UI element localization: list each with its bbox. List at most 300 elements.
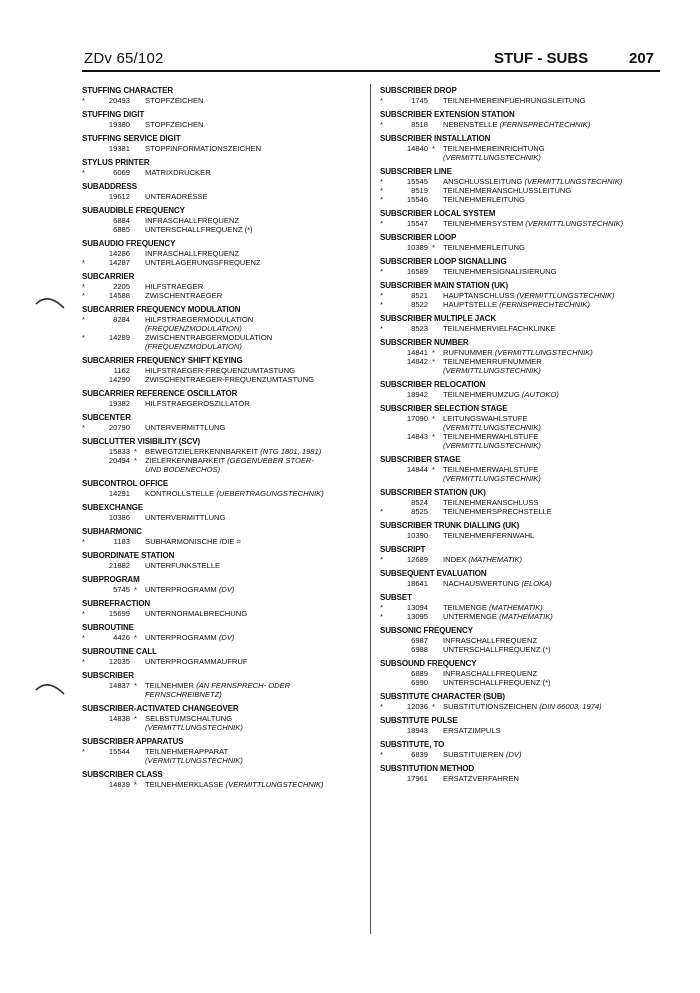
translation-term: HILFSTRAEGER [145,282,204,291]
term-number: 14290 [108,375,130,384]
term-number: 8522 [411,300,428,309]
translation-row [380,774,662,783]
entry-marker [380,414,394,423]
term-number: 18942 [406,390,428,399]
entry-marker: * [380,300,383,309]
margin-bracket-mark [34,676,68,698]
preferred-marker: * [432,243,435,252]
term-number: 6988 [411,645,428,654]
translation-row [380,507,662,516]
translation-row [380,357,662,366]
term-number: 18943 [406,726,428,735]
dictionary-entry [380,209,662,228]
translation-term: SUBSTITUTIONSZEICHEN [443,702,540,711]
translation-row [82,216,364,225]
translation-term: KONTROLLSTELLE [145,489,217,498]
subject-note: (AUTOKO) [521,390,559,399]
translation-term: SUBHARMONISCHE /DIE = [145,537,241,546]
entry-marker: * [82,747,85,756]
subject-note: (ELOKA) [521,579,552,588]
translation-row [82,423,364,432]
translation-text [443,555,662,564]
dictionary-entry [380,488,662,516]
entry-term: SUBSCRIBER STATION (UK) [380,488,486,497]
translation-row [82,366,364,375]
translation-row [82,249,364,258]
translation-text [145,375,364,384]
translation-term: RUFNUMMER [443,348,495,357]
dictionary-entry [380,134,662,162]
translation-text [443,177,662,186]
dictionary-entry [82,206,364,234]
entry-term: SUBAUDIO FREQUENCY [82,239,176,248]
document-reference: ZDv 65/102 [84,50,164,67]
right-column [380,86,662,788]
term-number: 13094 [406,603,428,612]
translation-term: INFRASCHALLFREQUENZ [145,216,240,225]
preferred-marker [432,390,443,399]
translation-text [145,489,364,498]
entry-marker: * [380,186,383,195]
translation-text [443,465,662,474]
entry-term: SUBSTITUTE PULSE [380,716,458,725]
translation-text [443,186,662,195]
translation-text [145,249,364,258]
subject-note: FERNSCHREIBNETZ) [145,690,222,699]
translation-row [82,447,364,456]
entry-term: SUBSCRIBER LOCAL SYSTEM [380,209,496,218]
dictionary-entry [82,356,364,384]
preferred-marker: * [432,144,435,153]
dictionary-entry [82,623,364,642]
preferred-marker [432,636,443,645]
term-number: 8284 [113,315,130,324]
dictionary-entry [82,671,364,699]
dictionary-entry [82,305,364,351]
entry-term: SUBSCRIBER LINE [380,167,452,176]
translation-row [82,513,364,522]
translation-text [145,192,364,201]
translation-term: UNTERPROGRAMMAUFRUF [145,657,248,666]
translation-row [82,690,364,699]
entry-term: SUBSCRIBER APPARATUS [82,737,184,746]
translation-row [82,291,364,300]
translation-text [443,774,662,783]
entry-marker [380,726,394,735]
translation-term: UNTERPROGRAMM [145,585,219,594]
entry-marker [82,585,96,594]
term-number: 14843 [406,432,428,441]
translation-text [145,324,364,333]
subject-note: (FERNSPRECHTECHNIK) [499,300,590,309]
translation-row [380,423,662,432]
entry-marker: * [380,507,383,516]
translation-row [380,498,662,507]
entry-marker [380,243,394,252]
entry-marker: * [380,555,383,564]
translation-row [380,465,662,474]
preferred-marker [432,507,443,516]
entry-term: SUBPROGRAM [82,575,140,584]
translation-term: ANSCHLUSSLEITUNG [443,177,525,186]
preferred-marker [432,726,443,735]
dictionary-entry [82,182,364,201]
entry-marker: * [380,612,383,621]
translation-row [380,414,662,423]
term-number: 6885 [113,225,130,234]
preferred-marker [134,144,145,153]
term-number: 10390 [406,531,428,540]
subject-note: (NTG 1801, 1981) [260,447,322,456]
preferred-marker [432,531,443,540]
entry-term: SUBSCRIBER-ACTIVATED CHANGEOVER [82,704,239,713]
term-number: 19612 [108,192,130,201]
preferred-marker [134,333,145,342]
preferred-marker [134,216,145,225]
entry-marker: * [380,195,383,204]
translation-row [380,267,662,276]
preferred-marker [432,750,443,759]
translation-row [82,258,364,267]
dictionary-entry [82,479,364,498]
dictionary-entry [82,158,364,177]
translation-text [443,291,662,300]
translation-text [443,603,662,612]
entry-term: SUBSCRIBER EXTENSION STATION [380,110,515,119]
translation-text [443,390,662,399]
term-number: 15544 [108,747,130,756]
entry-marker: * [380,120,383,129]
translation-row [82,633,364,642]
translation-text [443,195,662,204]
entry-marker [82,513,96,522]
subject-note: (MATHEMATIK) [489,603,543,612]
translation-row [82,333,364,342]
dictionary-entry [82,737,364,765]
translation-row [380,219,662,228]
entry-marker [82,714,96,723]
term-number: 4426 [113,633,130,642]
preferred-marker [432,96,443,105]
translation-term: ZWISCHENTRAEGERMODULATION [145,333,273,342]
entry-term: SUBSCRIBER NUMBER [380,338,469,347]
translation-row [82,585,364,594]
entry-marker [380,432,394,441]
entry-term: SUBSCRIBER CLASS [82,770,163,779]
translation-text [145,291,364,300]
translation-text [145,609,364,618]
dictionary-entry [380,521,662,540]
preferred-marker [134,513,145,522]
translation-row [380,186,662,195]
translation-text [145,780,364,789]
translation-row [82,315,364,324]
translation-text [145,465,364,474]
term-number: 12036 [406,702,428,711]
term-number: 8519 [411,186,428,195]
entry-marker [82,216,96,225]
subject-note: (FREQUENZMODULATION) [145,342,242,351]
translation-text [145,747,364,756]
translation-row [380,678,662,687]
translation-text [443,441,662,450]
translation-row [82,144,364,153]
translation-text [443,702,662,711]
translation-text [443,423,662,432]
translation-row [380,153,662,162]
entry-marker: * [82,315,85,324]
translation-term: ZIELERKENNBARKEIT [145,456,228,465]
entry-marker: * [82,168,85,177]
entry-marker [380,669,394,678]
translation-text [443,612,662,621]
preferred-marker: * [134,585,137,594]
subject-note: (VERMITTLUNGSTECHNIK) [443,423,541,432]
entry-marker [380,390,394,399]
translation-term: TEILNEHMERSPRECHSTELLE [443,507,552,516]
translation-term: HAUPTANSCHLUSS [443,291,517,300]
subject-note: (VERMITTLUNGSTECHNIK) [443,441,541,450]
entry-term: SUBEXCHANGE [82,503,144,512]
dictionary-entry [82,527,364,546]
translation-text [145,120,364,129]
term-number: 14841 [406,348,428,357]
term-number: 14286 [108,249,130,258]
preferred-marker: * [432,465,435,474]
term-number: 8524 [411,498,428,507]
term-number: 10386 [108,513,130,522]
translation-row [380,390,662,399]
translation-text [145,144,364,153]
translation-row [380,669,662,678]
preferred-marker [432,603,443,612]
term-number: 8518 [411,120,428,129]
translation-text [443,96,662,105]
preferred-marker [432,219,443,228]
entry-marker: * [380,96,383,105]
subject-note: (MATHEMATIK) [468,555,523,564]
translation-term: HILFSTRAEGERMODULATION [145,315,254,324]
translation-term: TEILNEHMER [145,681,197,690]
preferred-marker [432,678,443,687]
preferred-marker [134,609,145,618]
translation-text [443,636,662,645]
translation-row [380,555,662,564]
subject-note: (VERMITTLUNGSTECHNIK) [494,348,593,357]
entry-marker: * [380,267,383,276]
dictionary-entry [380,314,662,333]
entry-term: SUBSONIC FREQUENCY [380,626,473,635]
translation-term: HAUPTSTELLE [443,300,500,309]
dictionary-entry [82,704,364,732]
translation-term: TEILNEHMERANSCHLUSS [443,498,539,507]
preferred-marker: * [134,714,137,723]
dictionary-entry [380,740,662,759]
translation-row [82,120,364,129]
subject-note: (DV) [218,633,235,642]
translation-row [380,120,662,129]
translation-row [82,681,364,690]
preferred-marker [432,291,443,300]
translation-text [443,474,662,483]
translation-term: TEILMENGE [443,603,489,612]
entry-term: SUBSCRIBER INSTALLATION [380,134,491,143]
translation-term: TEILNEHMERSIGNALISIERUNG [443,267,557,276]
entry-marker [82,249,96,258]
translation-text [145,225,364,234]
dictionary-entry [380,626,662,654]
entry-term: SUBROUTINE CALL [82,647,157,656]
preferred-marker [134,282,145,291]
entry-marker [82,681,96,690]
dictionary-entry [380,692,662,711]
translation-term: UNTERVERMITTLUNG [145,423,226,432]
entry-term: SUBCARRIER FREQUENCY SHIFT KEYING [82,356,243,365]
translation-row [380,645,662,654]
translation-term: TEILNEHMERSYSTEM [443,219,526,228]
term-number: 19380 [108,120,130,129]
translation-text [145,690,364,699]
subject-note: (VERMITTLUNGSTECHNIK) [443,153,541,162]
entry-term: SUBHARMONIC [82,527,142,536]
dictionary-entry [380,404,662,450]
term-number: 1183 [113,537,130,546]
translation-row [82,780,364,789]
term-number: 17090 [406,414,428,423]
entry-marker: * [380,702,383,711]
dictionary-entry [82,551,364,570]
translation-term: TEILNEHMERLEITUNG [443,195,525,204]
translation-term: UNTERNORMALBRECHUNG [145,609,248,618]
preferred-marker [134,399,145,408]
translation-row [380,243,662,252]
header-rule [82,70,660,72]
term-number: 6990 [411,678,428,687]
translation-text [443,507,662,516]
translation-row [82,342,364,351]
entry-marker: * [380,177,383,186]
subject-note: (MATHEMATIK) [499,612,553,621]
preferred-marker [134,561,145,570]
entry-term: SUBORDINATE STATION [82,551,175,560]
translation-row [82,282,364,291]
term-number: 14289 [108,333,130,342]
translation-term: TEILNEHMERWAHLSTUFE [443,465,539,474]
entry-marker [82,489,96,498]
entry-term: SUBROUTINE [82,623,134,632]
dictionary-entry [82,134,364,153]
entry-marker: * [380,603,383,612]
translation-term: TEILNEHMERWAHLSTUFE [443,432,539,441]
dictionary-entry [82,110,364,129]
term-number: 5745 [113,585,130,594]
entry-marker [380,579,394,588]
translation-row [82,168,364,177]
translation-term: STOPFZEICHEN [145,96,204,105]
entry-term: SUBCONTROL OFFICE [82,479,169,488]
translation-term: TEILNEHMEREINRICHTUNG [443,144,545,153]
preferred-marker [134,192,145,201]
entry-term: SUBSCRIBER LOOP SIGNALLING [380,257,507,266]
translation-term: UNTERPROGRAMM [145,633,219,642]
margin-bracket-mark [34,290,68,312]
entry-term: SUBSCRIBER [82,671,134,680]
entry-term: SUBAUDIBLE FREQUENCY [82,206,185,215]
term-number: 6069 [113,168,130,177]
entry-marker: * [380,750,383,759]
translation-text [145,561,364,570]
dictionary-entry [380,764,662,783]
translation-row [380,432,662,441]
entry-term: SUBSCRIBER DROP [380,86,457,95]
translation-row [82,465,364,474]
translation-row [380,291,662,300]
preferred-marker [432,645,443,654]
preferred-marker [134,249,145,258]
translation-term: UNTERMENGE [443,612,500,621]
term-number: 1745 [411,96,428,105]
translation-row [380,96,662,105]
translation-row [82,456,364,465]
translation-term: TEILNEHMERVIELFACHKLINKE [443,324,556,333]
dictionary-entry [380,593,662,621]
page-number: 207 [629,50,655,67]
entry-marker [82,780,96,789]
translation-term: MATRIXDRUCKER [145,168,211,177]
translation-row [380,300,662,309]
dictionary-entry [380,659,662,687]
column-divider [370,84,371,934]
translation-term: INFRASCHALLFREQUENZ [145,249,240,258]
entry-marker [380,144,394,153]
entry-term: SUBSCRIBER MAIN STATION (UK) [380,281,509,290]
translation-row [380,750,662,759]
term-number: 6889 [411,669,428,678]
entry-marker [82,456,96,465]
translation-term: INFRASCHALLFREQUENZ [443,669,538,678]
translation-row [82,561,364,570]
entry-marker [380,348,394,357]
subject-note: (FREQUENZMODULATION) [145,324,242,333]
entry-marker [380,678,394,687]
translation-term: TEILNEHMERRUFNUMMER [443,357,542,366]
translation-term: ERSATZVERFAHREN [443,774,519,783]
translation-term: LEITUNGSWAHLSTUFE [443,414,528,423]
entry-term: SUBADDRESS [82,182,138,191]
term-number: 10389 [406,243,428,252]
dictionary-entry [380,110,662,129]
term-number: 21882 [108,561,130,570]
subject-note: (VERMITTLUNGSTECHNIK) [225,780,324,789]
dictionary-entry [380,86,662,105]
preferred-marker: * [432,357,435,366]
translation-term: UNTERVERMITTLUNG [145,513,226,522]
term-number: 6987 [411,636,428,645]
translation-term: UNTERADRESSE [145,192,208,201]
subject-note: (VERMITTLUNGSTECHNIK) [516,291,615,300]
translation-term: INFRASCHALLFREQUENZ [443,636,538,645]
translation-term: TEILNEHMERANSCHLUSSLEITUNG [443,186,572,195]
translation-term: INDEX [443,555,469,564]
entry-marker [82,375,96,384]
translation-row [380,702,662,711]
preferred-marker [134,747,145,756]
entry-term: SUBSCRIBER RELOCATION [380,380,486,389]
dictionary-entry [380,281,662,309]
left-column [82,86,364,794]
entry-term: STYLUS PRINTER [82,158,150,167]
subject-note: (AN FERNSPRECH- ODER [196,681,291,690]
